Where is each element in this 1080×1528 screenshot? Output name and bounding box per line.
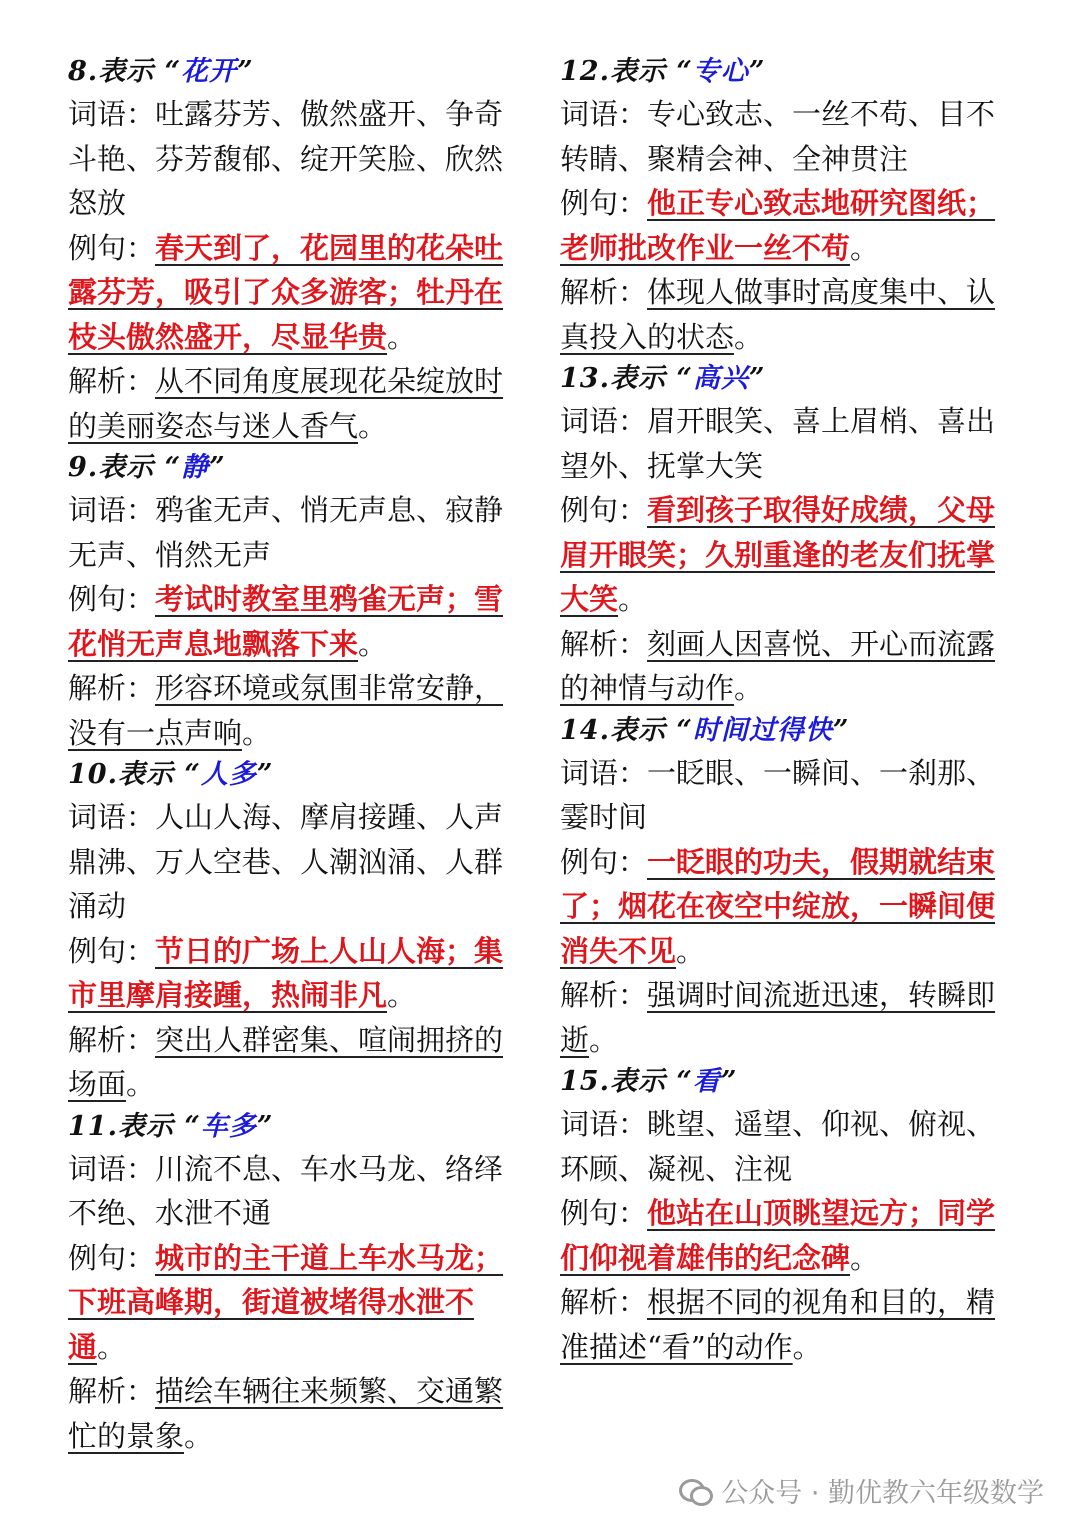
example-end: 。 xyxy=(358,626,388,661)
example-paragraph xyxy=(68,577,530,666)
words-label: 词语： xyxy=(68,1151,156,1186)
analysis-label: 解析： xyxy=(560,1285,648,1319)
example-paragraph xyxy=(560,488,1022,622)
entry-keyword: 车多 xyxy=(200,1110,257,1142)
entry-keyword: 高兴 xyxy=(692,363,749,394)
entry-prefix: 表示 xyxy=(609,56,666,87)
words-text: 一眨眼、一瞬间、一刹那、霎时间 xyxy=(560,755,996,834)
analysis-end: 。 xyxy=(734,319,764,354)
example-end: 。 xyxy=(387,319,417,354)
words-label: 词语： xyxy=(560,1107,648,1141)
entry-number: 8. xyxy=(68,56,99,87)
analysis-end: 。 xyxy=(184,1418,214,1453)
wechat-icon xyxy=(679,1477,711,1505)
vocab-entry xyxy=(68,52,530,448)
entry-heading: 15.表示 “看” xyxy=(560,1066,738,1097)
entry-keyword: 专心 xyxy=(692,56,749,87)
words-paragraph xyxy=(560,751,1022,840)
example-text: 看到孩子取得好成绩，父母眉开眼笑；久别重逢的老友们抚掌大笑 xyxy=(560,493,996,616)
analysis-paragraph xyxy=(560,622,1022,711)
analysis-label: 解析： xyxy=(68,1374,156,1408)
example-label: 例句： xyxy=(68,582,156,616)
right-column xyxy=(560,52,1022,1369)
words-text: 眺望、遥望、仰视、俯视、环顾、凝视、注视 xyxy=(560,1107,996,1186)
example-label: 例句： xyxy=(560,1196,648,1230)
entry-prefix: 表示 xyxy=(609,363,666,394)
analysis-end: 。 xyxy=(242,715,272,750)
entry-number: 9. xyxy=(68,452,99,483)
words-label: 词语： xyxy=(68,493,156,527)
example-text: 春天到了，花园里的花朵吐露芬芳，吸引了众多游客；牡丹在枝头傲然盛开，尽显华贵 xyxy=(68,230,504,354)
analysis-label: 解析： xyxy=(560,978,648,1012)
analysis-text: 体现人做事时高度集中、认真投入的状态 xyxy=(560,275,996,354)
example-paragraph xyxy=(68,1236,530,1370)
analysis-label: 解析： xyxy=(560,275,648,309)
analysis-end: 。 xyxy=(589,1022,619,1057)
example-end: 。 xyxy=(850,1240,880,1275)
entry-keyword: 时间过得快 xyxy=(692,714,833,746)
example-label: 例句： xyxy=(560,186,648,220)
entry-keyword: 静 xyxy=(181,452,210,483)
words-label: 词语： xyxy=(560,755,648,790)
analysis-text: 形容环境或氛围非常安静，没有一点声响 xyxy=(68,671,504,750)
entry-heading: 12.表示 “专心” xyxy=(560,56,766,87)
example-label: 例句： xyxy=(560,844,648,879)
analysis-label: 解析： xyxy=(560,626,648,661)
example-paragraph xyxy=(560,840,1022,974)
entry-number: 14. xyxy=(560,714,610,746)
example-text: 节日的广场上人山人海；集市里摩肩接踵，热闹非凡 xyxy=(68,933,504,1012)
analysis-text: 刻画人因喜悦、开心而流露的神情与动作 xyxy=(560,626,996,705)
analysis-paragraph xyxy=(68,666,530,755)
example-label: 例句： xyxy=(68,933,156,968)
vocab-entry xyxy=(560,52,1022,359)
words-text: 专心致志、一丝不苟、目不转睛、聚精会神、全神贯注 xyxy=(560,97,996,176)
analysis-text: 描绘车辆往来频繁、交通繁忙的景象 xyxy=(68,1374,504,1453)
entry-prefix: 表示 xyxy=(117,759,174,790)
entry-number: 10. xyxy=(68,759,118,790)
analysis-end: 。 xyxy=(126,1067,156,1101)
entry-heading: 11.表示 “车多” xyxy=(68,1110,274,1142)
example-text: 城市的主干道上车水马龙；下班高峰期，街道被堵得水泄不通 xyxy=(68,1240,504,1364)
words-paragraph xyxy=(560,399,1022,488)
analysis-end: 。 xyxy=(358,408,388,443)
entry-prefix: 表示 xyxy=(98,452,155,483)
example-paragraph xyxy=(560,181,1022,270)
words-text: 川流不息、车水马龙、络绎不绝、水泄不通 xyxy=(68,1151,504,1230)
analysis-text: 根据不同的视角和目的，精准描述“看”的动作 xyxy=(560,1285,996,1364)
entry-keyword: 看 xyxy=(692,1066,721,1097)
words-paragraph xyxy=(68,795,530,929)
vocab-entry xyxy=(68,448,530,755)
example-end: 。 xyxy=(97,1329,127,1364)
analysis-paragraph xyxy=(68,1369,530,1458)
analysis-label: 解析： xyxy=(68,671,156,705)
analysis-text: 强调时间流逝迅速，转瞬即逝 xyxy=(560,978,996,1057)
entry-prefix: 表示 xyxy=(98,56,155,87)
watermark-text: 公众号 · 勤优教六年级数学 xyxy=(721,1478,1044,1509)
example-end: 。 xyxy=(676,933,706,968)
analysis-paragraph xyxy=(560,1280,1022,1369)
analysis-paragraph xyxy=(68,1018,530,1107)
words-paragraph xyxy=(68,488,530,577)
example-end: 。 xyxy=(850,230,880,265)
watermark xyxy=(679,1471,1044,1510)
words-text: 人山人海、摩肩接踵、人声鼎沸、万人空巷、人潮汹涌、人群涌动 xyxy=(68,800,504,923)
example-label: 例句： xyxy=(68,230,156,265)
entry-heading: 8.表示 “花开” xyxy=(68,56,254,87)
example-text: 他正专心致志地研究图纸；老师批改作业一丝不苟 xyxy=(560,186,996,265)
vocab-entry xyxy=(68,1107,530,1459)
entry-prefix: 表示 xyxy=(609,1066,666,1097)
example-paragraph xyxy=(68,929,530,1018)
words-paragraph xyxy=(68,92,530,226)
entry-number: 11. xyxy=(68,1110,118,1142)
analysis-end: 。 xyxy=(734,671,764,705)
entry-keyword: 花开 xyxy=(181,56,238,87)
words-label: 词语： xyxy=(560,404,648,438)
example-paragraph xyxy=(68,226,530,360)
analysis-end: 。 xyxy=(792,1329,822,1364)
example-text: 考试时教室里鸦雀无声；雪花悄无声息地飘落下来 xyxy=(68,582,504,661)
analysis-text: 突出人群密集、喧闹拥挤的场面 xyxy=(68,1022,504,1101)
entry-heading: 13.表示 “高兴” xyxy=(560,363,766,394)
words-label: 词语： xyxy=(68,97,156,131)
example-label: 例句： xyxy=(560,493,648,527)
example-end: 。 xyxy=(387,978,417,1012)
entry-number: 15. xyxy=(560,1066,610,1097)
example-text: 一眨眼的功夫，假期就结束了；烟花在夜空中绽放，一瞬间便消失不见 xyxy=(560,844,996,968)
entry-number: 12. xyxy=(560,56,610,87)
entry-prefix: 表示 xyxy=(609,714,666,746)
entry-number: 13. xyxy=(560,363,610,394)
entry-heading: 9.表示 “静” xyxy=(68,452,226,483)
analysis-paragraph xyxy=(560,270,1022,359)
analysis-paragraph xyxy=(560,973,1022,1062)
analysis-text: 从不同角度展现花朵绽放时的美丽姿态与迷人香气 xyxy=(68,364,504,443)
words-paragraph xyxy=(68,1147,530,1236)
entry-heading: 10.表示 “人多” xyxy=(68,759,274,790)
vocab-entry xyxy=(560,1062,1022,1369)
words-text: 鸦雀无声、悄无声息、寂静无声、悄然无声 xyxy=(68,493,504,572)
vocab-entry xyxy=(560,711,1022,1063)
words-text: 眉开眼笑、喜上眉梢、喜出望外、抚掌大笑 xyxy=(560,404,996,483)
analysis-paragraph xyxy=(68,359,530,448)
analysis-label: 解析： xyxy=(68,1022,156,1057)
words-text: 吐露芬芳、傲然盛开、争奇斗艳、芬芳馥郁、绽开笑脸、欣然怒放 xyxy=(68,97,504,220)
words-paragraph xyxy=(560,1102,1022,1191)
entry-keyword: 人多 xyxy=(200,759,257,790)
words-paragraph xyxy=(560,92,1022,181)
example-end: 。 xyxy=(618,582,648,616)
words-label: 词语： xyxy=(68,800,156,834)
words-label: 词语： xyxy=(560,97,648,131)
example-paragraph xyxy=(560,1191,1022,1280)
vocab-entry xyxy=(68,755,530,1107)
entry-prefix: 表示 xyxy=(117,1110,174,1142)
entry-heading: 14.表示 “时间过得快” xyxy=(560,714,850,746)
example-label: 例句： xyxy=(68,1240,156,1275)
vocab-entry xyxy=(560,359,1022,711)
analysis-label: 解析： xyxy=(68,364,156,398)
left-column xyxy=(68,52,530,1458)
example-text: 他站在山顶眺望远方；同学们仰视着雄伟的纪念碑 xyxy=(560,1196,996,1275)
